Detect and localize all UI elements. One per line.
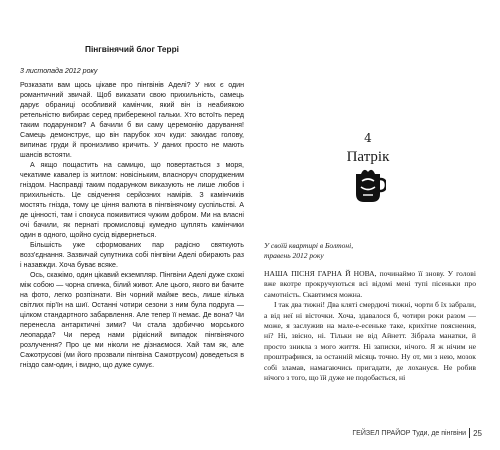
left-paragraph-3: Більшість уже сформованих пар радісно святкують возз'єднання. Зазвичай супутника собі пінгвіни Аделі обирають раз і назавжди. Хоча буває всяке. <box>20 241 244 269</box>
right-page <box>254 0 482 450</box>
page-number: 25 <box>473 428 482 438</box>
chapter-epigraph <box>264 241 474 261</box>
footer-divider <box>469 428 470 438</box>
footer-book-title: ГЕЙЗЕЛ ПРАЙОР Туди, де пінгвіни <box>352 429 467 437</box>
left-paragraph-2: А якщо пощастить на самицю, що повертається з моря, чекатиме кавалер із житлом: новісіньким, власноруч спорудженим гніздом. Насправді таким подарунком виказують не лише любов і прихильність. Це свідчення серйозних намірів. З камінчиків мостять гнізда, тому це ціння валюта в пінгвінячому суспільстві. А де цінності, там і спокуса поживитися чужим добром. Ми на власні очі бачили, як пернаті промисловці кумедно цуплять камінчики один в одного, щойно сусід відвернеться. <box>20 161 244 239</box>
left-paragraph-1: Розказати вам щось цікаве про пінгвінів Аделі? У них є один романтичний звичай. Щоб виказати свою прихильність, самець дарує обраниці особливий камінчик, який він із неабиякою ретельністю вибирає серед прибережної гальки. Хто встоїть перед таким подарунком? А бачили б ви саму церемонію дарування! Самець демонструє, що він парубок хоч куди: закидає голову, випинає груди й пронизливо кричить. У даних просто не мають шансів встояти. <box>20 81 244 159</box>
left-page <box>20 44 244 370</box>
epigraph-line-2: травень 2012 року <box>264 251 324 260</box>
lead-caps: НАША ПІСНЯ ГАРНА Й НОВА, <box>264 269 377 278</box>
left-paragraph-4: Ось, скажімо, один цікавий екземпляр. Пінгвіни Аделі дуже схожі між собою — чорна спинка, білий живот. Але цього, якого ви бачите на фото, легко розпізнати. Він чорний майже весь, лише кілька світлих пір'їн на шиї. Останні чотири сезони з ним була подруга — цілком стандартного забарвлення. Але тепер її немає. Де вона? Чи перенесла антарктичні зими? Чи стала здобиччю морського леопарда? Чи перед нами рідкісний випадок пінгвінячого розлучення? Про це ми ніколи не дізнаємося. Хай там як, але Сажотрусові (ми його прозвали пінгвіна Сажотрусом) доведеться в гніздо сам-один, і видно, що дуже сумує. <box>20 271 244 369</box>
running-footer <box>352 428 482 438</box>
chapter-body <box>264 269 476 383</box>
chapter-name: Патрік <box>346 149 390 165</box>
right-paragraph-2: І так два тижні! Два кляті смердючі тижні, чорти б їх забрали, а від неї ні вісточки. Хоча, здавалося б, чотири роки разом — може, я заслужив на мале-е-есеньке таке, крихітне пояснення, ні? Ні, звісно, ні. Тільки не від Айнетт. Зібрала манатки, й просто зникла з мого життя. Ні записки, нічого. Я ж нічим не проштрафився, за останній місяць точно. Ну от, ми з нею, мозок собі зламав, намагаючись пригадати, де лохануся. Не робив нічого з того, що їй дуже не подобається, ні <box>264 300 476 383</box>
mug-icon <box>350 166 386 204</box>
blog-date: 3 листопада 2012 року <box>20 67 98 75</box>
blog-title: Пінгвінячий блог Террі <box>85 44 179 54</box>
paragraph-1-rest: починаймо її знову. У голові вже вкотре прокручуються всі відомі мені тупі пісеньки про самотність. Скавтимся можна. <box>264 269 476 299</box>
right-paragraph-1 <box>264 269 476 300</box>
epigraph-line-1: У своїй квартирі в Болтоні, <box>264 241 354 250</box>
chapter-number: 4 <box>364 131 372 145</box>
